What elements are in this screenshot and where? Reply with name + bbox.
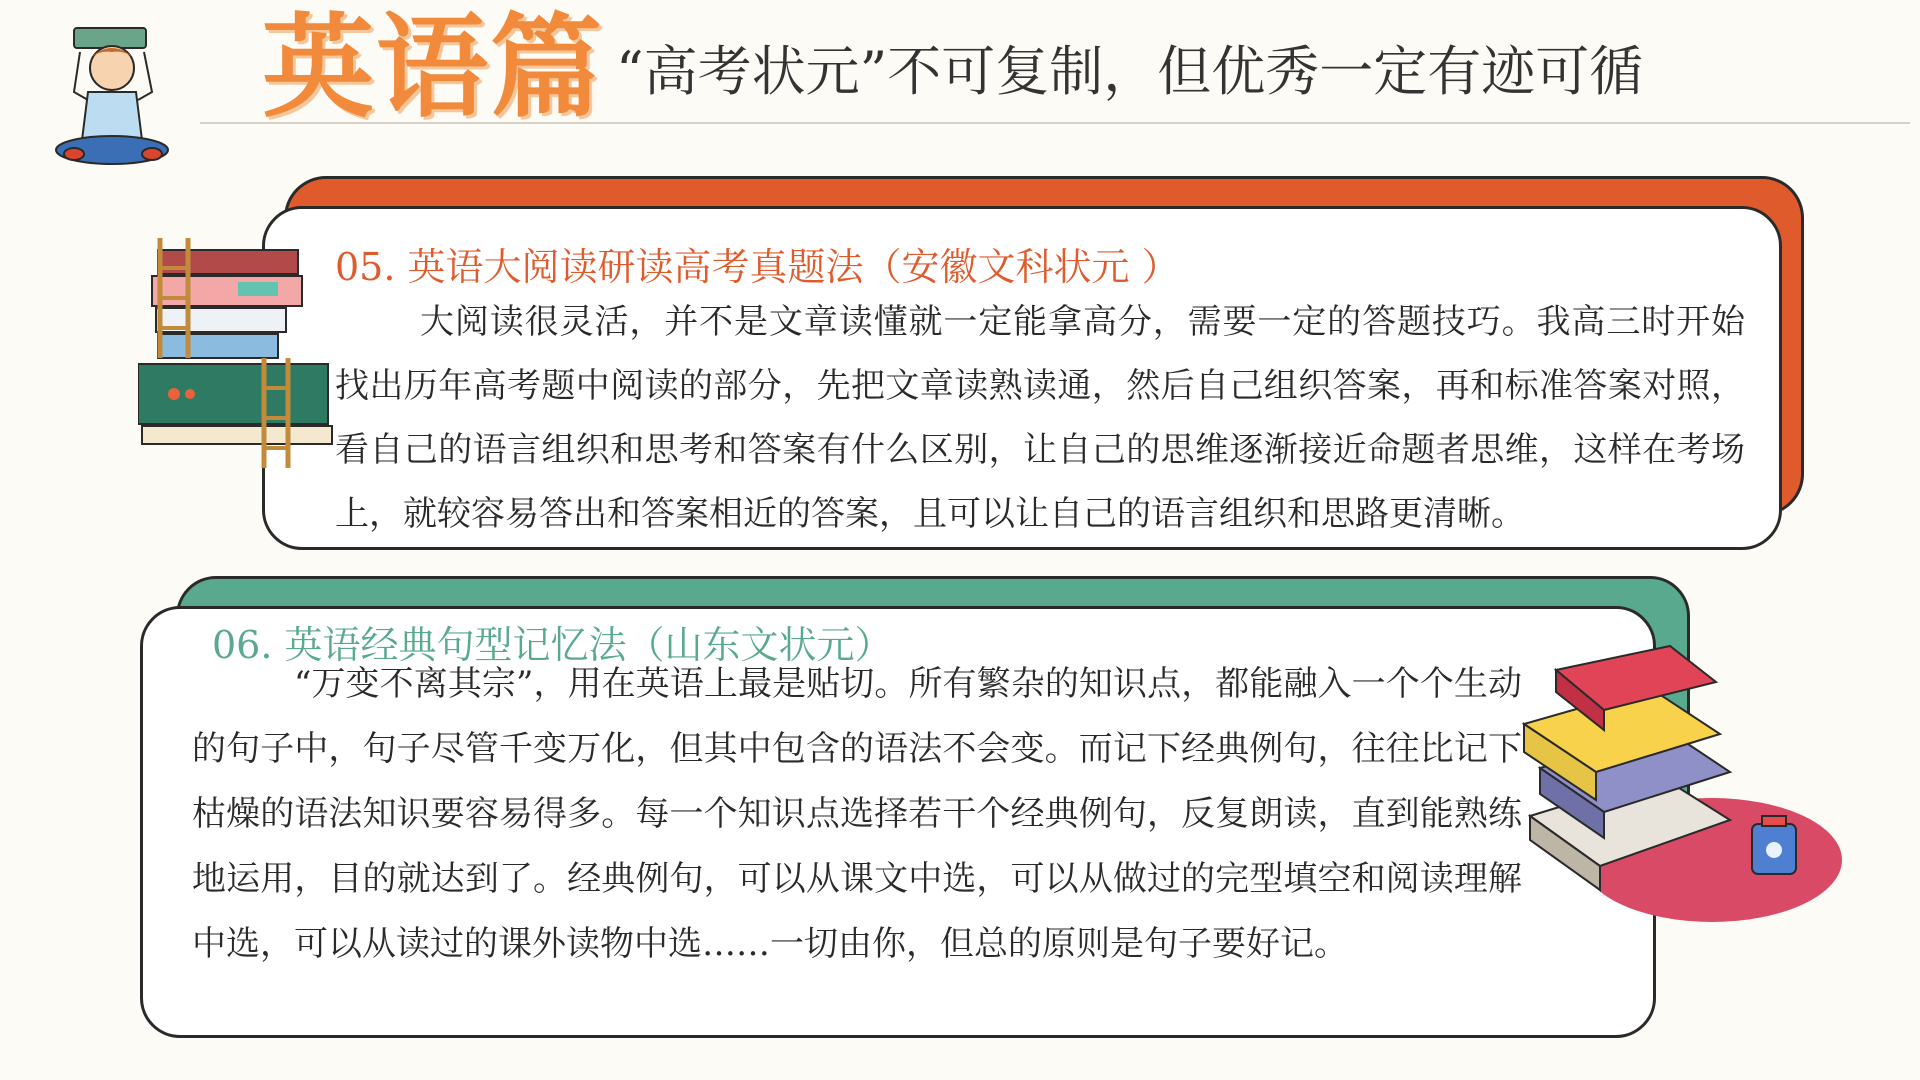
book-stack-ladder-icon: [138, 238, 334, 508]
card-06-body: “万变不离其宗”，用在英语上最是贴切。所有繁杂的知识点，都能融入一个个生动的句子中，句子尽管千变万化，但其中包含的语法不会变。而记下经典例句，往往比记下枯燥的语法知识要容易得多。每一个知识点选择若干个经典例句，反复朗读，直到能熟练地运用，目的就达到了。经典例句，可以从课文中选，可以从做过的完型填空和阅读理解中选，可以从读过的课外读物中选……一切由你，但总的原则是句子要好记。: [192, 664, 1522, 964]
card-06-title: 06. 英语经典句型记忆法（山东文状元）: [212, 623, 893, 667]
header-divider: [200, 122, 1910, 124]
boy-reading-icon: [44, 22, 184, 182]
page-subtitle: “高考状元”不可复制，但优秀一定有迹可循: [616, 40, 1644, 103]
card-05-body: 大阅读很灵活，并不是文章读懂就一定能拿高分，需要一定的答题技巧。我高三时开始找出历年高考题中阅读的部分，先把文章读熟读通，然后自己组织答案，再和标准答案对照，看自己的语言组织和思考和答案有什么区别，让自己的思维逐渐接近命题者思维，这样在考场上，就较容易答出和答案相近的答案，且可以让自己的语言组织和思路更清晰。: [335, 302, 1745, 534]
page-title: 英语篇: [262, 3, 604, 133]
card-05-title: 05. 英语大阅读研读高考真题法（安徽文科状元 ）: [335, 245, 1180, 289]
book-stack-ink-icon: [1500, 640, 1850, 940]
